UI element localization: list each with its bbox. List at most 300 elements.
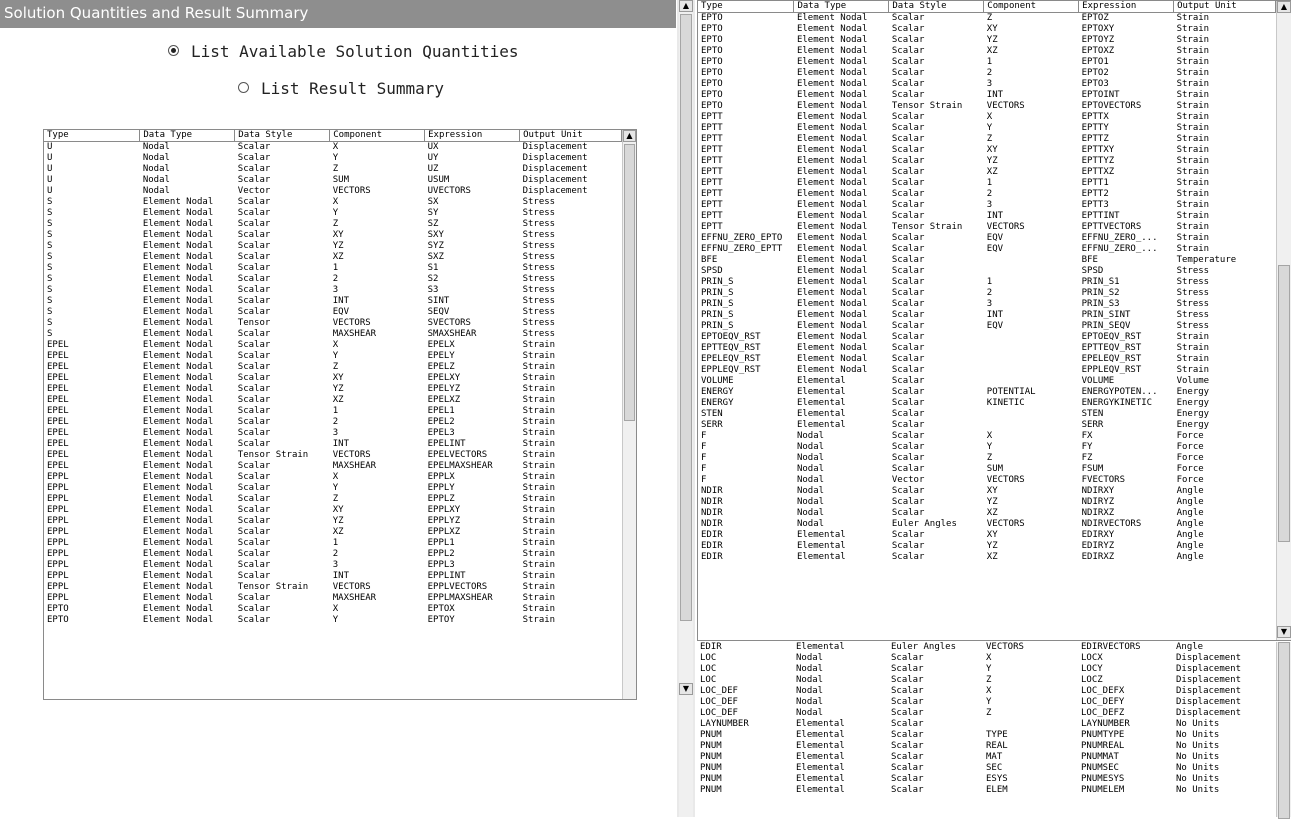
cell-data-style: Scalar [891, 752, 924, 762]
table-row[interactable] [698, 134, 1276, 145]
table-row[interactable] [697, 708, 1275, 719]
table-row[interactable] [44, 252, 622, 263]
cell-type: EFFNU_ZERO_EPTT [701, 244, 783, 254]
cell-data-type: Element Nodal [796, 90, 868, 100]
cell-data-style: Scalar [891, 343, 925, 353]
cell-component: VECTORS [332, 318, 371, 328]
table-row[interactable] [698, 211, 1276, 222]
table-row[interactable] [44, 340, 622, 351]
cell-data-style: Scalar [891, 453, 925, 463]
table-row[interactable] [698, 35, 1276, 46]
table-row[interactable] [44, 208, 622, 219]
table-row[interactable] [44, 472, 622, 483]
cell-data-type: Element Nodal [142, 395, 214, 405]
table-row[interactable] [698, 288, 1276, 299]
cell-data-type: Element Nodal [796, 365, 868, 375]
cell-output-unit: Stress [1176, 266, 1210, 276]
table-row[interactable] [698, 46, 1276, 57]
cell-type: EPTOEQV_RST [701, 332, 761, 342]
table-row[interactable] [698, 68, 1276, 79]
table-row[interactable] [698, 420, 1276, 431]
column-header-data-type[interactable]: Data Type [140, 130, 235, 142]
cell-output-unit: Displacement [522, 142, 588, 152]
table-row[interactable] [697, 785, 1275, 796]
table-row[interactable] [698, 222, 1276, 233]
table-row[interactable] [698, 13, 1276, 25]
cell-data-style: Scalar [237, 516, 271, 526]
column-header-data-style[interactable]: Data Style [235, 130, 330, 142]
table-row[interactable] [697, 653, 1275, 664]
table-row[interactable] [698, 200, 1276, 211]
cell-component: Z [332, 219, 339, 229]
cell-data-type: Element Nodal [796, 244, 868, 254]
table-row[interactable] [44, 505, 622, 516]
cell-data-type: Elemental [796, 719, 845, 729]
cell-data-type: Element Nodal [142, 241, 214, 251]
cell-data-style: Scalar [891, 244, 925, 254]
cell-data-type: Element Nodal [796, 321, 868, 331]
scroll-thumb[interactable] [624, 144, 635, 421]
cell-type: LOC [700, 664, 717, 674]
table-row[interactable] [698, 266, 1276, 277]
cell-data-style: Scalar [891, 354, 925, 364]
table-row[interactable] [44, 197, 622, 208]
cell-data-type: Element Nodal [796, 233, 868, 243]
cell-component [983, 719, 1078, 730]
cell-output-unit: Force [1176, 475, 1204, 485]
cell-component: Z [986, 453, 993, 463]
scroll-thumb[interactable] [1278, 642, 1290, 819]
table-row[interactable] [44, 230, 622, 241]
table-row[interactable] [44, 483, 622, 494]
cell-component: 1 [986, 57, 993, 67]
table-row[interactable] [698, 299, 1276, 310]
table-row[interactable] [698, 541, 1276, 552]
table-row[interactable] [698, 145, 1276, 156]
table-row[interactable] [44, 142, 622, 154]
cell-data-type: Element Nodal [142, 230, 214, 240]
table-row[interactable] [44, 318, 622, 329]
cell-output-unit: Strain [1176, 244, 1210, 254]
cell-expression: EPELY [427, 351, 455, 361]
table-row[interactable] [697, 741, 1275, 752]
option-list-solution-quantities[interactable] [168, 42, 519, 61]
table-row[interactable] [698, 255, 1276, 266]
cell-output-unit: Strain [1176, 365, 1210, 375]
right-vertical-scrollbar[interactable] [1276, 1, 1291, 640]
cell-component: XZ [986, 46, 998, 56]
cell-expression: FZ [1081, 453, 1093, 463]
table-row[interactable] [44, 428, 622, 439]
table-row[interactable] [698, 189, 1276, 200]
table-row[interactable] [698, 376, 1276, 387]
cell-data-style: Scalar [891, 365, 925, 375]
cell-expression: EDIRVECTORS [1081, 642, 1141, 652]
cell-component: VECTORS [986, 475, 1025, 485]
cell-data-style: Scalar [237, 384, 271, 394]
cell-output-unit: Angle [1176, 519, 1204, 529]
table-row[interactable] [698, 244, 1276, 255]
cell-type: PNUM [700, 763, 722, 773]
table-row[interactable] [44, 615, 622, 626]
cell-expression: EPEL1 [427, 406, 455, 416]
cell-output-unit: Angle [1176, 508, 1204, 518]
cell-data-style: Scalar [891, 68, 925, 78]
cell-data-style: Euler Angles [891, 519, 957, 529]
table-row[interactable] [697, 763, 1275, 774]
cell-type: S [47, 252, 53, 262]
scroll-thumb[interactable] [1278, 265, 1290, 542]
cell-data-type: Elemental [796, 398, 846, 408]
cell-component: 3 [332, 428, 339, 438]
table-row[interactable] [698, 365, 1276, 376]
cell-data-style: Scalar [237, 505, 271, 515]
table-row[interactable] [44, 329, 622, 340]
cell-type: PRIN_S [701, 310, 734, 320]
cell-output-unit: Displacement [1176, 675, 1242, 685]
cell-expression: S1 [427, 263, 439, 273]
cell-expression: SXZ [427, 252, 444, 262]
table-row[interactable] [44, 241, 622, 252]
column-header-expression[interactable]: Expression [425, 130, 520, 142]
option-list-result-summary[interactable] [238, 79, 444, 98]
table-row[interactable] [44, 263, 622, 274]
cell-output-unit: Strain [1176, 156, 1210, 166]
cell-output-unit: Displacement [522, 153, 588, 163]
cell-type: EPPLEQV_RST [701, 365, 761, 375]
left-table [44, 130, 622, 626]
table-row[interactable] [44, 582, 622, 593]
cell-type: ENERGY [701, 387, 734, 397]
table-row[interactable] [697, 675, 1275, 686]
table-row[interactable] [698, 277, 1276, 288]
table-row[interactable] [44, 186, 622, 197]
cell-output-unit: Strain [522, 615, 556, 625]
cell-output-unit: Strain [1176, 13, 1210, 23]
table-row[interactable] [698, 552, 1276, 563]
table-row[interactable] [44, 439, 622, 450]
table-row[interactable] [44, 285, 622, 296]
cell-component [984, 420, 1079, 431]
cell-expression: UVECTORS [427, 186, 471, 196]
cell-data-type: Element Nodal [796, 68, 868, 78]
table-row[interactable] [697, 697, 1275, 708]
cell-component: X [332, 340, 339, 350]
table-row[interactable] [44, 175, 622, 186]
table-row[interactable] [698, 332, 1276, 343]
radio-selected-icon[interactable] [168, 45, 179, 56]
cell-data-type: Elemental [796, 752, 845, 762]
cell-data-style: Scalar [891, 664, 924, 674]
cell-output-unit: Stress [1176, 310, 1210, 320]
cell-component: ESYS [986, 774, 1008, 784]
table-row[interactable] [698, 90, 1276, 101]
cell-type: EPEL [47, 428, 69, 438]
cell-data-type: Element Nodal [796, 343, 868, 353]
table-row[interactable] [44, 362, 622, 373]
table-row[interactable] [697, 642, 1275, 653]
table-row[interactable] [44, 494, 622, 505]
cell-type: U [47, 142, 53, 152]
cell-output-unit: Displacement [1176, 697, 1242, 707]
table-row[interactable] [44, 417, 622, 428]
cell-data-style: Scalar [891, 708, 924, 718]
table-row[interactable] [698, 486, 1276, 497]
cell-data-type: Elemental [796, 741, 845, 751]
cell-component: Y [332, 615, 339, 625]
cell-data-type: Element Nodal [142, 549, 214, 559]
table-row[interactable] [698, 398, 1276, 409]
table-row[interactable] [44, 296, 622, 307]
table-row[interactable] [698, 233, 1276, 244]
cell-output-unit: Strain [522, 472, 556, 482]
cell-expression: EPTOINT [1081, 90, 1120, 100]
column-header-component[interactable]: Component [984, 1, 1079, 13]
cell-data-style: Scalar [237, 153, 271, 163]
table-row[interactable] [44, 538, 622, 549]
table-row[interactable] [44, 395, 622, 406]
table-row[interactable] [44, 450, 622, 461]
cell-data-style: Scalar [891, 233, 925, 243]
cell-type: PRIN_S [701, 277, 734, 287]
cell-data-style: Scalar [237, 142, 271, 152]
cell-data-style: Scalar [237, 593, 271, 603]
cell-data-type: Nodal [142, 175, 170, 185]
cell-type: EPTT [701, 200, 723, 210]
table-row[interactable] [698, 431, 1276, 442]
cell-expression: SERR [1081, 420, 1104, 430]
table-row[interactable] [698, 310, 1276, 321]
table-row[interactable] [698, 508, 1276, 519]
table-row[interactable] [698, 178, 1276, 189]
cell-expression: BFE [1081, 255, 1098, 265]
cell-data-style: Scalar [237, 417, 271, 427]
table-row[interactable] [698, 79, 1276, 90]
table-row[interactable] [44, 219, 622, 230]
cell-data-style: Scalar [237, 560, 271, 570]
cell-output-unit: Strain [1176, 101, 1210, 111]
table-row[interactable] [44, 516, 622, 527]
cell-type: S [47, 241, 53, 251]
cell-data-style: Scalar [891, 653, 924, 663]
cell-expression: NDIRVECTORS [1081, 519, 1142, 529]
table-row[interactable] [698, 442, 1276, 453]
cell-type: NDIR [701, 497, 723, 507]
cell-expression: EPPL3 [427, 560, 455, 570]
table-row[interactable] [698, 519, 1276, 530]
cell-data-type: Element Nodal [796, 354, 868, 364]
cell-output-unit: Stress [1176, 288, 1210, 298]
column-header-data-type[interactable]: Data Type [794, 1, 889, 13]
table-row[interactable] [698, 343, 1276, 354]
column-header-expression[interactable]: Expression [1079, 1, 1174, 13]
table-row[interactable] [698, 24, 1276, 35]
table-row[interactable] [698, 464, 1276, 475]
cell-output-unit: Strain [522, 582, 556, 592]
cell-expression: EPELXY [427, 373, 461, 383]
cell-output-unit: Strain [1176, 343, 1210, 353]
cell-type: PNUM [700, 774, 722, 784]
cell-type: EPEL [47, 351, 69, 361]
table-row[interactable] [44, 560, 622, 571]
table-row[interactable] [698, 409, 1276, 420]
scroll-thumb[interactable] [680, 14, 692, 621]
outer-vertical-scrollbar[interactable] [677, 0, 695, 817]
cell-data-style: Scalar [237, 362, 271, 372]
table-row[interactable] [697, 686, 1275, 697]
table-row[interactable] [698, 497, 1276, 508]
cell-data-type: Element Nodal [796, 167, 868, 177]
table-row[interactable] [44, 593, 622, 604]
cell-output-unit: Displacement [1176, 686, 1242, 696]
table-row[interactable] [697, 730, 1275, 741]
cell-data-type: Elemental [796, 387, 846, 397]
table-row[interactable] [698, 167, 1276, 178]
table-row[interactable] [698, 321, 1276, 332]
cell-output-unit: Displacement [522, 175, 588, 185]
cell-output-unit: Stress [522, 285, 556, 295]
cell-output-unit: Stress [522, 241, 556, 251]
column-header-data-style[interactable]: Data Style [889, 1, 984, 13]
cell-data-style: Scalar [891, 134, 925, 144]
table-row[interactable] [44, 307, 622, 318]
cell-data-style: Tensor Strain [891, 222, 963, 232]
table-row[interactable] [44, 527, 622, 538]
cell-output-unit: Strain [1176, 24, 1210, 34]
cell-data-style: Scalar [237, 406, 271, 416]
cell-type: PNUM [700, 752, 722, 762]
table-row[interactable] [698, 453, 1276, 464]
cell-data-type: Element Nodal [142, 197, 214, 207]
table-row[interactable] [698, 156, 1276, 167]
cell-data-style: Scalar [237, 549, 271, 559]
cell-expression: EPTOZ [1081, 13, 1109, 23]
cell-type: EPELEQV_RST [701, 354, 761, 364]
cell-data-style: Scalar [237, 307, 271, 317]
table-row[interactable] [698, 112, 1276, 123]
table-row[interactable] [44, 384, 622, 395]
lower-vertical-scrollbar[interactable] [1276, 642, 1291, 817]
radio-unselected-icon[interactable] [238, 82, 249, 93]
cell-data-type: Nodal [142, 164, 170, 174]
table-row[interactable] [697, 664, 1275, 675]
column-header-type[interactable]: Type [44, 130, 140, 142]
cell-expression: EPTTZ [1081, 134, 1109, 144]
cell-data-style: Scalar [891, 255, 925, 265]
table-row[interactable] [44, 604, 622, 615]
cell-type: EPTT [701, 112, 723, 122]
scroll-up-icon[interactable]: ▲ [1277, 1, 1291, 13]
table-row[interactable] [698, 354, 1276, 365]
cell-expression: EPPLXY [427, 505, 461, 515]
cell-data-type: Element Nodal [796, 211, 868, 221]
column-header-output-unit[interactable]: Output Unit [1174, 1, 1276, 13]
cell-data-type: Element Nodal [796, 145, 868, 155]
cell-expression: NDIRXZ [1081, 508, 1115, 518]
cell-output-unit: Energy [1176, 420, 1210, 430]
cell-data-style: Scalar [891, 442, 925, 452]
cell-expression: PRIN_S1 [1081, 277, 1120, 287]
cell-component: Y [332, 208, 339, 218]
cell-data-type: Element Nodal [796, 101, 868, 111]
cell-output-unit: Strain [522, 604, 556, 614]
table-row[interactable] [698, 387, 1276, 398]
cell-output-unit: Strain [522, 351, 556, 361]
cell-output-unit: Strain [522, 527, 556, 537]
cell-component: X [986, 431, 993, 441]
cell-data-type: Element Nodal [142, 208, 214, 218]
cell-type: EPPL [47, 593, 69, 603]
cell-data-type: Element Nodal [142, 406, 214, 416]
cell-component: Z [986, 13, 993, 23]
table-row[interactable] [698, 475, 1276, 486]
table-row[interactable] [44, 373, 622, 384]
scroll-down-icon[interactable]: ▼ [1277, 626, 1291, 638]
cell-component: ELEM [986, 785, 1008, 795]
cell-expression: EPPLINT [427, 571, 466, 581]
table-row[interactable] [697, 719, 1275, 730]
table-row[interactable] [697, 752, 1275, 763]
table-row[interactable] [44, 406, 622, 417]
cell-data-style: Scalar [237, 340, 271, 350]
cell-expression: EPELEQV_RST [1081, 354, 1142, 364]
table-row[interactable] [44, 461, 622, 472]
cell-data-style: Scalar [237, 351, 271, 361]
table-row[interactable] [44, 351, 622, 362]
cell-data-type: Element Nodal [796, 299, 868, 309]
table-row[interactable] [698, 101, 1276, 112]
scroll-up-icon[interactable]: ▲ [623, 130, 636, 142]
cell-data-style: Scalar [891, 763, 924, 773]
cell-output-unit: Stress [1176, 321, 1210, 331]
left-results-table [43, 129, 637, 700]
cell-data-style: Scalar [237, 329, 271, 339]
table-row[interactable] [44, 549, 622, 560]
cell-data-type: Nodal [796, 497, 825, 507]
cell-component: XY [986, 530, 998, 540]
scroll-up-icon[interactable]: ▲ [679, 0, 693, 12]
cell-data-style: Scalar [237, 252, 271, 262]
cell-data-type: Elemental [796, 763, 845, 773]
table-row[interactable] [44, 153, 622, 164]
cell-type: EPTO [701, 90, 723, 100]
cell-type: S [47, 263, 53, 273]
cell-data-type: Element Nodal [142, 439, 214, 449]
column-header-component[interactable]: Component [330, 130, 425, 142]
cell-data-type: Element Nodal [142, 340, 214, 350]
table-row[interactable] [44, 274, 622, 285]
table-row[interactable] [44, 164, 622, 175]
column-header-output-unit[interactable]: Output Unit [520, 130, 622, 142]
cell-output-unit: Strain [522, 560, 556, 570]
cell-expression: EPPLYZ [427, 516, 461, 526]
column-header-type[interactable]: Type [698, 1, 794, 13]
table-row[interactable] [698, 57, 1276, 68]
cell-data-type: Element Nodal [142, 582, 214, 592]
cell-data-type: Element Nodal [796, 156, 868, 166]
table-row[interactable] [698, 123, 1276, 134]
table-row[interactable] [697, 774, 1275, 785]
table-row[interactable] [44, 571, 622, 582]
cell-expression: EPPLX [427, 472, 455, 482]
cell-expression: EPTO3 [1081, 79, 1109, 89]
cell-expression: EFFNU_ZERO_... [1081, 244, 1158, 254]
cell-component: EQV [986, 244, 1004, 254]
table-row[interactable] [698, 530, 1276, 541]
scroll-down-icon[interactable]: ▼ [679, 683, 693, 695]
left-vertical-scrollbar[interactable] [622, 130, 636, 699]
cell-output-unit: Angle [1176, 642, 1204, 652]
